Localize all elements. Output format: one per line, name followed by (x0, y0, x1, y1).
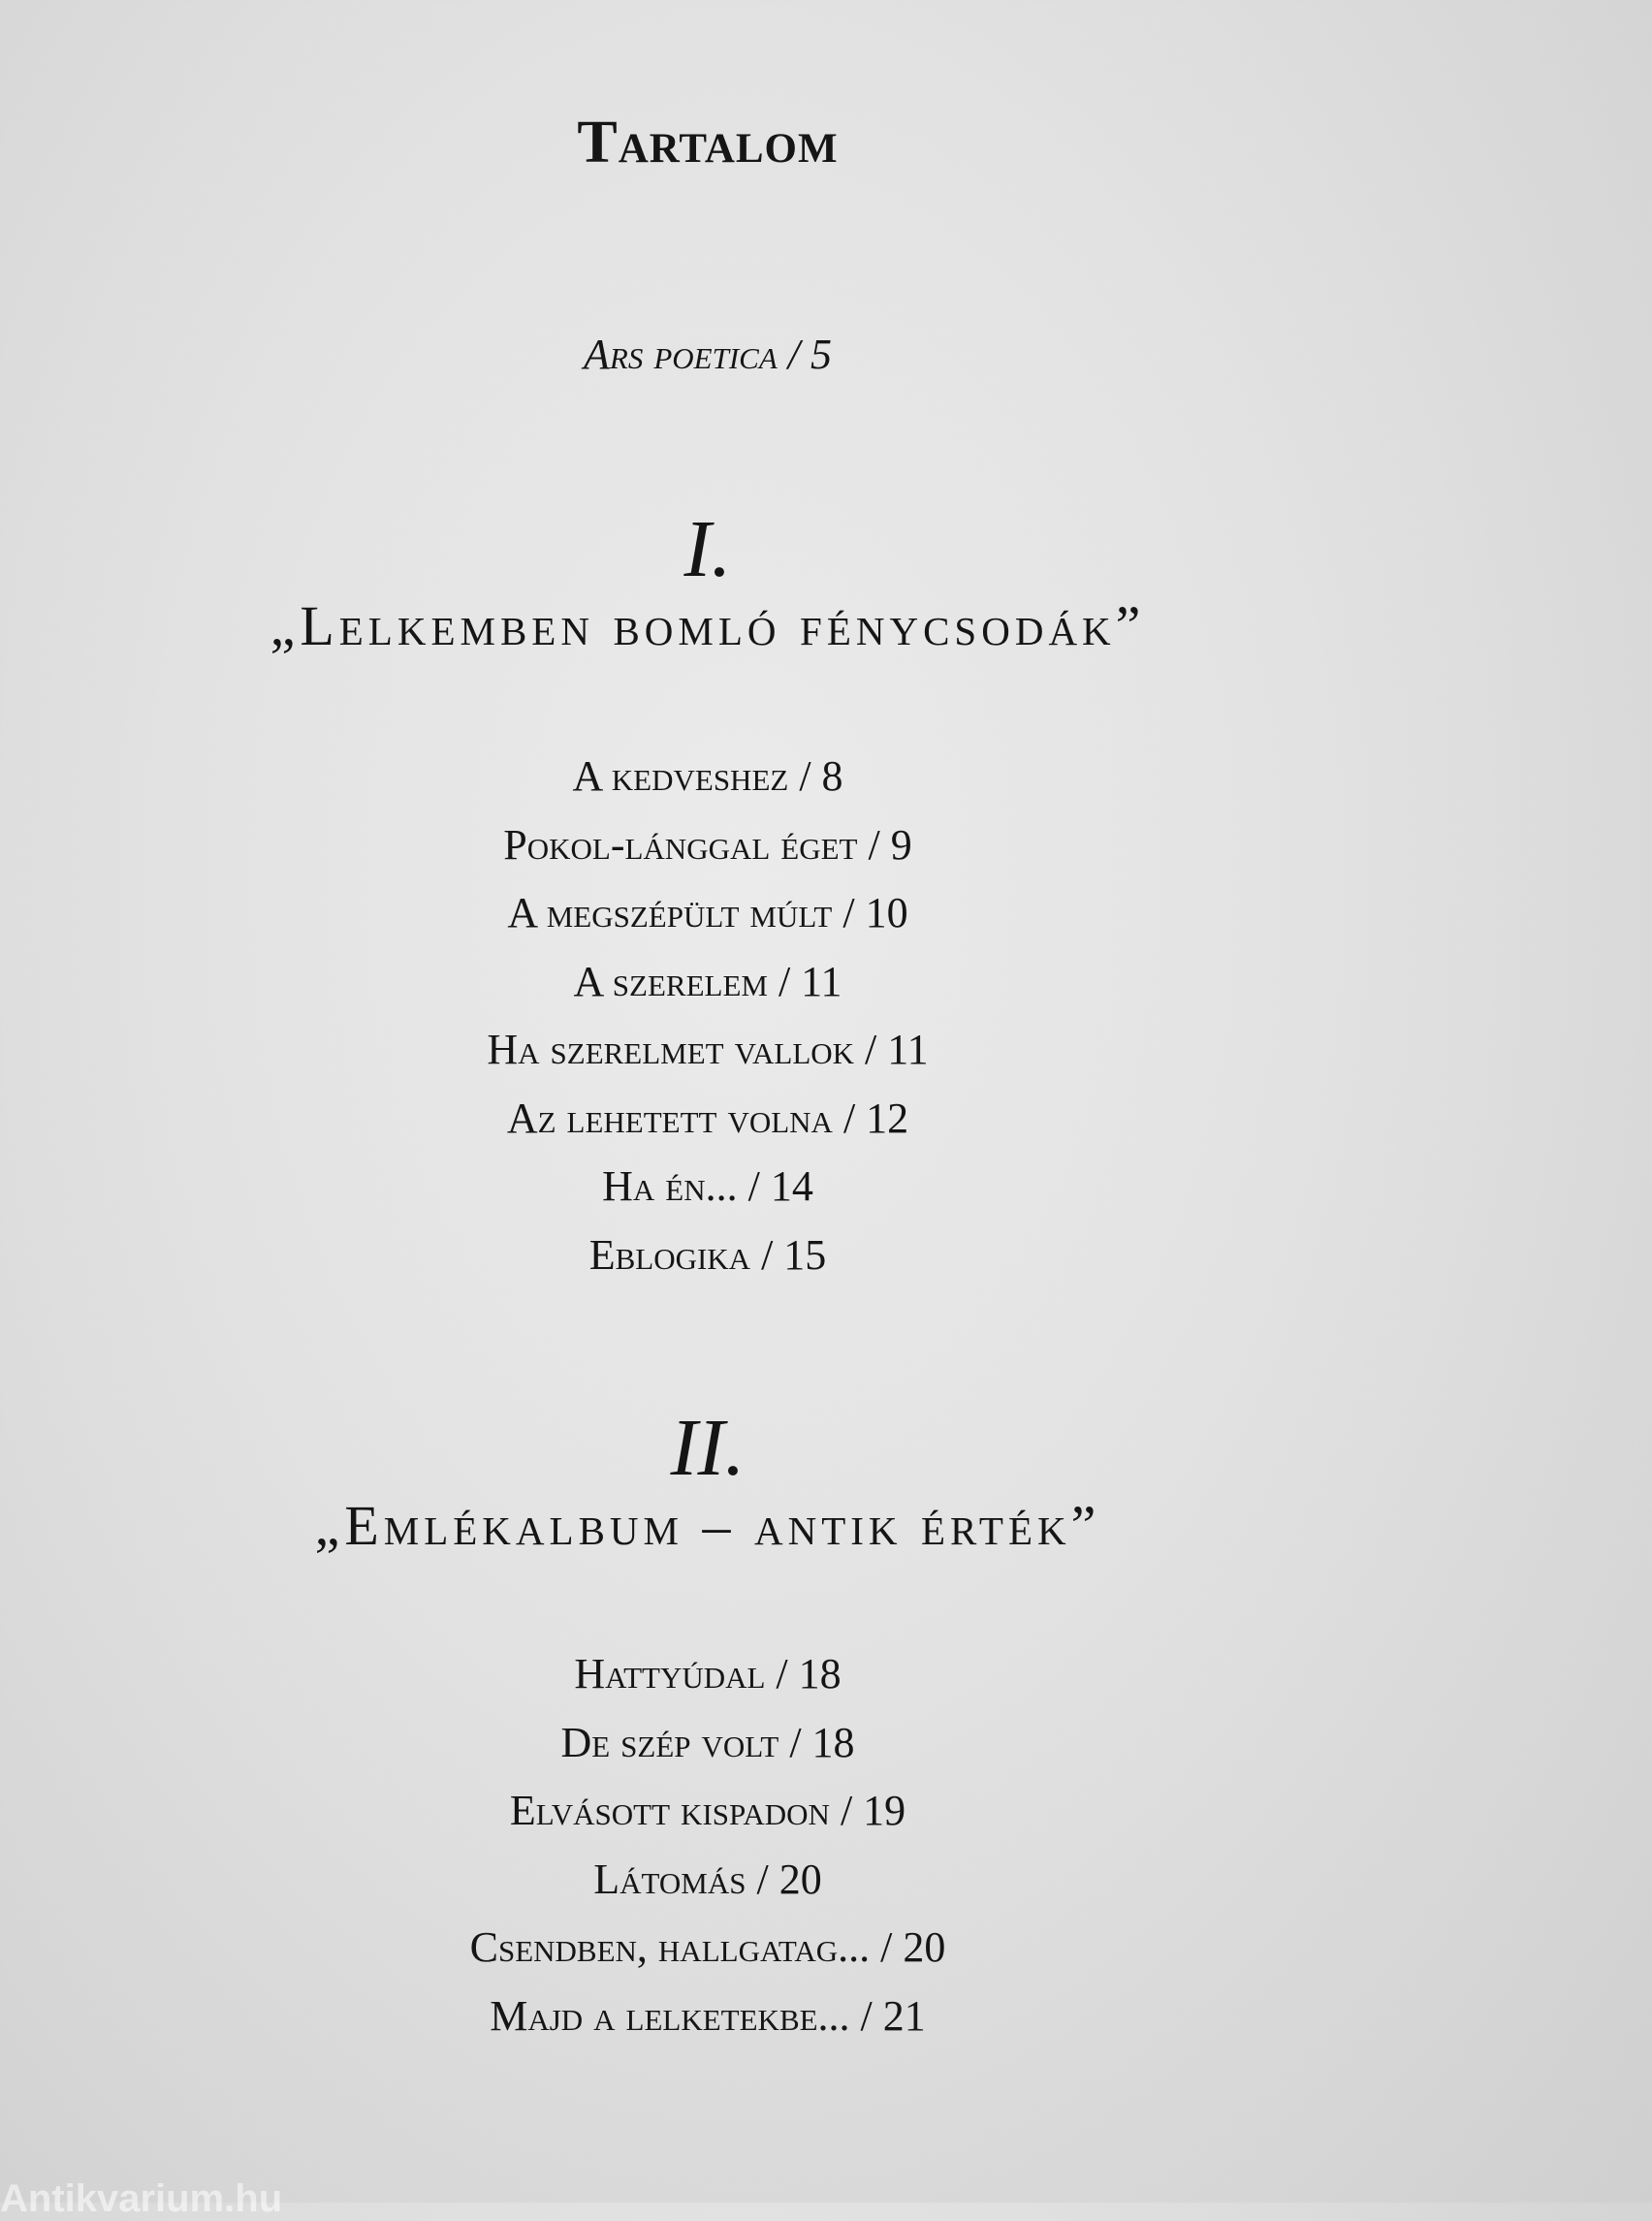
toc-entry: Ha szerelmet vallok / 11 (487, 1026, 929, 1073)
section-2-numeral: II. (670, 1403, 746, 1493)
toc-entry: Az lehetett volna / 12 (506, 1094, 909, 1142)
toc-entry: Elvásott kispadon / 19 (509, 1787, 906, 1834)
toc-entry: De szép volt / 18 (560, 1718, 855, 1766)
section-1-numeral: I. (683, 504, 732, 594)
page-title: Tartalom (577, 110, 839, 175)
section-2-title: „Emlékalbum – antik érték” (314, 1494, 1101, 1557)
toc-entry: Csendben, hallgatag... / 20 (469, 1923, 946, 1971)
toc-entry: A megszépült múlt / 10 (507, 889, 908, 936)
toc-entry: A kedveshez / 8 (572, 752, 843, 800)
watermark: Antikvarium.hu (0, 2177, 283, 2220)
toc-entry: A szerelem / 11 (573, 957, 842, 1005)
section-1-contents (0, 743, 1415, 1289)
toc-entry: Ha én... / 14 (602, 1162, 813, 1210)
toc-entry: Látomás / 20 (593, 1855, 822, 1903)
toc-entry: Eblogika / 15 (588, 1230, 827, 1279)
toc-entry: Pokol-lánggal éget / 9 (503, 820, 912, 869)
toc-entry: Hattyúdal / 18 (574, 1650, 842, 1697)
section-2-contents (0, 1640, 1415, 2050)
ars-poetica-entry: Ars poetica / 5 (584, 331, 832, 378)
section-1-title: „Lelkemben bomló fénycsodák” (270, 594, 1146, 657)
toc-entry: Majd a lelketekbe... / 21 (490, 1991, 926, 2040)
